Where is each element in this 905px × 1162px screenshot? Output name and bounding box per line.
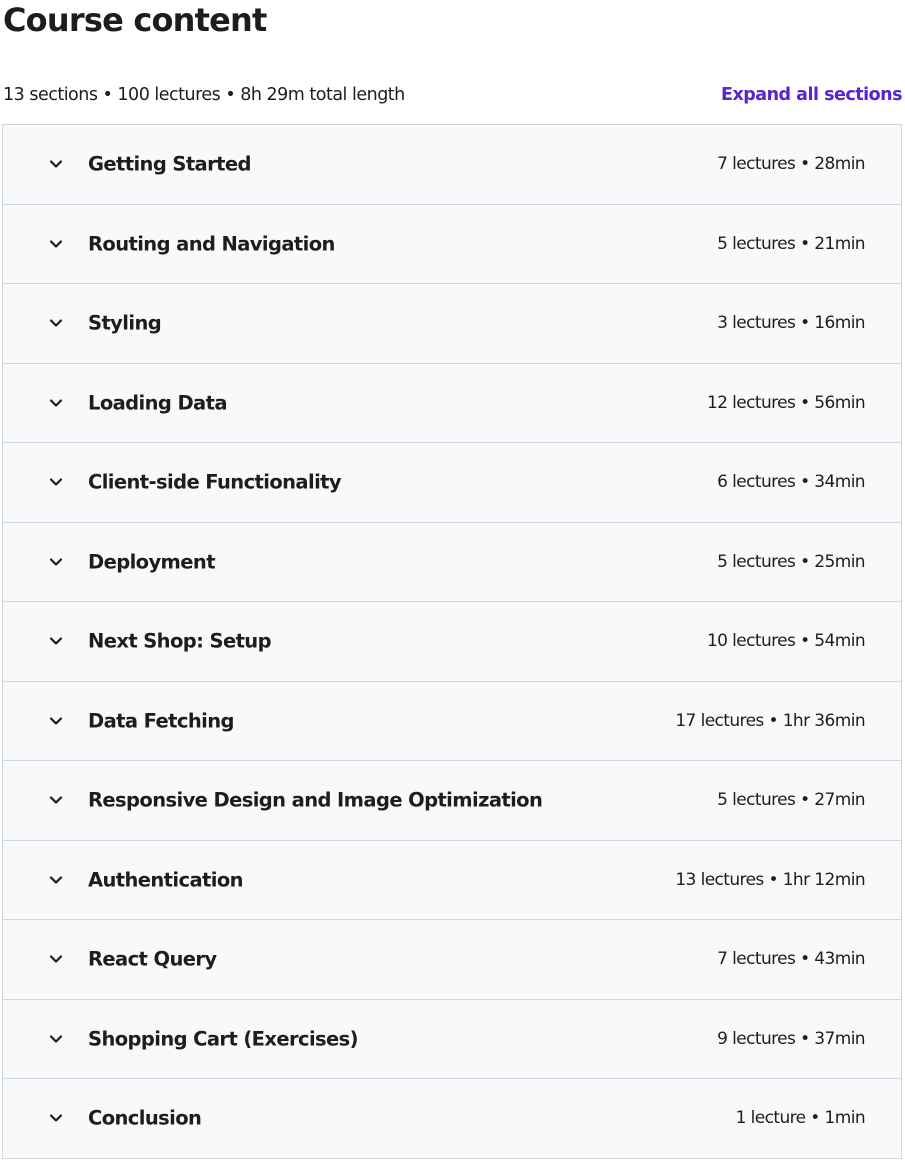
section-row[interactable] [3,443,901,523]
section-title[interactable]: Routing and Navigation [88,232,335,256]
section-row[interactable] [3,364,901,444]
section-lecture-count: 7 lectures • 28min [717,154,865,175]
section-lecture-count: 6 lectures • 34min [717,472,865,493]
section-lecture-count: 3 lectures • 16min [717,313,865,334]
chevron-down-icon[interactable] [47,712,65,730]
section-title[interactable]: Next Shop: Setup [88,629,271,653]
section-row[interactable] [3,1079,901,1159]
section-lecture-count: 17 lectures • 1hr 36min [675,710,865,731]
course-summary: 13 sections • 100 lectures • 8h 29m total length [3,85,405,105]
chevron-down-icon[interactable] [47,235,65,253]
section-row[interactable] [3,920,901,1000]
section-lecture-count: 13 lectures • 1hr 12min [675,869,865,890]
section-row[interactable] [3,1000,901,1080]
section-title[interactable]: Responsive Design and Image Optimization [88,788,543,812]
section-row[interactable] [3,125,901,205]
section-lecture-count: 1 lecture • 1min [735,1108,865,1129]
section-title[interactable]: Client-side Functionality [88,470,341,494]
course-summary-row [3,82,902,108]
section-title[interactable]: Loading Data [88,391,227,415]
section-lecture-count: 5 lectures • 27min [717,790,865,811]
chevron-down-icon[interactable] [47,1030,65,1048]
section-row[interactable] [3,682,901,762]
section-row[interactable] [3,205,901,285]
section-title[interactable]: Conclusion [88,1106,202,1130]
chevron-down-icon[interactable] [47,553,65,571]
section-lecture-count: 5 lectures • 21min [717,233,865,254]
section-title[interactable]: Styling [88,311,162,335]
chevron-down-icon[interactable] [47,155,65,173]
section-lecture-count: 5 lectures • 25min [717,551,865,572]
section-lecture-count: 10 lectures • 54min [706,631,865,652]
chevron-down-icon[interactable] [47,871,65,889]
section-lecture-count: 12 lectures • 56min [706,392,865,413]
chevron-down-icon[interactable] [47,791,65,809]
chevron-down-icon[interactable] [47,394,65,412]
page-title: Course content [3,1,267,39]
section-lecture-count: 9 lectures • 37min [717,1028,865,1049]
section-row[interactable] [3,761,901,841]
section-row[interactable] [3,284,901,364]
section-title[interactable]: Data Fetching [88,709,234,733]
section-title[interactable]: Getting Started [88,152,251,176]
chevron-down-icon[interactable] [47,950,65,968]
section-title[interactable]: Authentication [88,868,243,892]
section-lecture-count: 7 lectures • 43min [717,949,865,970]
section-row[interactable] [3,602,901,682]
section-title[interactable]: Shopping Cart (Exercises) [88,1027,358,1051]
section-title[interactable]: React Query [88,947,217,971]
chevron-down-icon[interactable] [47,632,65,650]
section-row[interactable] [3,841,901,921]
chevron-down-icon[interactable] [47,1109,65,1127]
sections-list [2,124,902,1159]
chevron-down-icon[interactable] [47,473,65,491]
chevron-down-icon[interactable] [47,314,65,332]
section-row[interactable] [3,523,901,603]
expand-all-sections-button[interactable]: Expand all sections [721,85,902,105]
section-title[interactable]: Deployment [88,550,215,574]
